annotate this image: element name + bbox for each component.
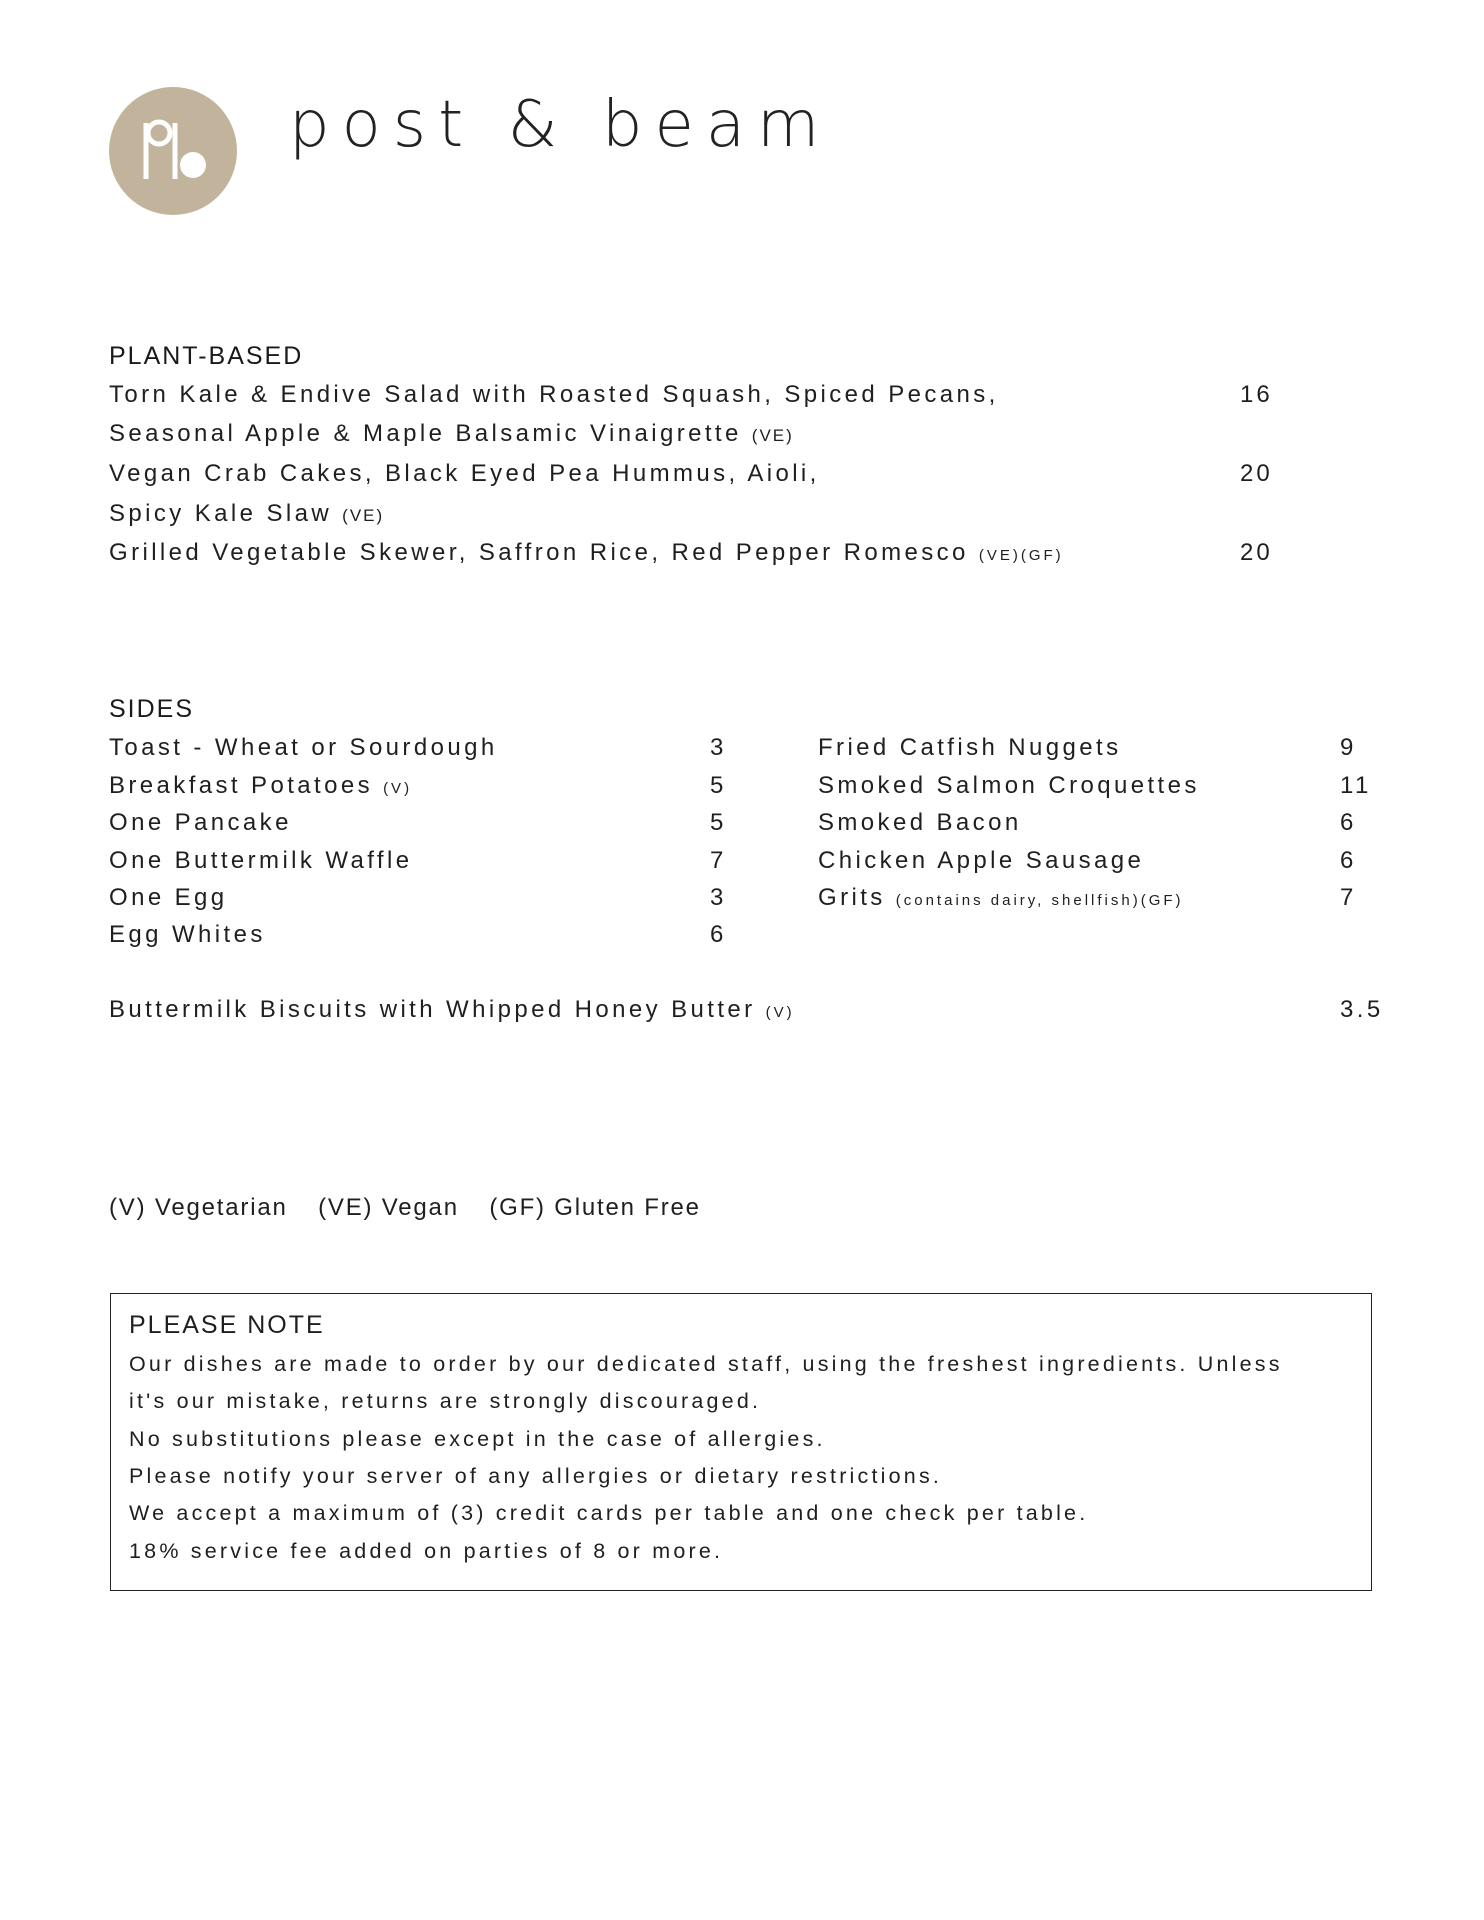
section-title-sides: SIDES xyxy=(109,695,195,723)
side-item-right-4-price: 6 xyxy=(1340,847,1357,874)
plant-item-3-line-1: Grilled Vegetable Skewer, Saffron Rice, Red Pepper Romesco (VE)(GF) xyxy=(109,539,1064,566)
side-item-right-2-price: 11 xyxy=(1340,772,1372,799)
plant-item-2-line-2: Spicy Kale Slaw (VE) xyxy=(109,500,385,527)
side-item-left-1-price: 3 xyxy=(710,734,727,761)
plant-item-3-price: 20 xyxy=(1240,539,1273,566)
legend-vegan: (VE) Vegan xyxy=(318,1194,459,1221)
vegetarian-tag: (V) xyxy=(383,780,413,797)
biscuits-price: 3.5 xyxy=(1340,996,1384,1023)
section-title-plant-based: PLANT-BASED xyxy=(109,342,304,370)
post-and-beam-logo-icon xyxy=(109,87,237,215)
note-line-2: it's our mistake, returns are strongly discouraged. xyxy=(129,1389,762,1413)
side-item-left-4: One Buttermilk Waffle xyxy=(109,847,413,874)
note-line-4: Please notify your server of any allergies or dietary restrictions. xyxy=(129,1464,943,1488)
vegan-gluten-free-tag: (VE)(GF) xyxy=(978,547,1064,564)
plant-item-2-price: 20 xyxy=(1240,460,1273,487)
side-item-left-3: One Pancake xyxy=(109,809,292,836)
brand-logo xyxy=(109,87,1109,217)
side-item-left-2: Breakfast Potatoes (V) xyxy=(109,772,413,799)
plant-item-1-line-1: Torn Kale & Endive Salad with Roasted Squash, Spiced Pecans, xyxy=(109,381,999,408)
plant-item-1-price: 16 xyxy=(1240,381,1273,408)
side-item-left-1: Toast - Wheat or Sourdough xyxy=(109,734,498,761)
vegan-tag: (VE) xyxy=(751,426,794,445)
side-item-left-6-price: 6 xyxy=(710,921,727,948)
side-item-right-3-price: 6 xyxy=(1340,809,1357,836)
side-item-right-3: Smoked Bacon xyxy=(818,809,1022,836)
note-title: PLEASE NOTE xyxy=(129,1311,325,1339)
note-line-3: No substitutions please except in the case of allergies. xyxy=(129,1427,826,1451)
side-item-right-4: Chicken Apple Sausage xyxy=(818,847,1145,874)
allergen-tag: (contains dairy, shellfish)(GF) xyxy=(895,892,1184,909)
plant-item-2-line-1: Vegan Crab Cakes, Black Eyed Pea Hummus, Aioli, xyxy=(109,460,820,487)
biscuits-item: Buttermilk Biscuits with Whipped Honey Butter (V) xyxy=(109,996,795,1023)
side-item-left-5: One Egg xyxy=(109,884,228,911)
vegetarian-tag: (V) xyxy=(765,1004,795,1021)
side-item-right-1-price: 9 xyxy=(1340,734,1357,761)
note-line-1: Our dishes are made to order by our dedicated staff, using the freshest ingredients. Unless xyxy=(129,1352,1283,1376)
vegan-tag: (VE) xyxy=(342,506,385,525)
side-item-left-6: Egg Whites xyxy=(109,921,266,948)
side-item-right-2: Smoked Salmon Croquettes xyxy=(818,772,1200,799)
note-line-5: We accept a maximum of (3) credit cards per table and one check per table. xyxy=(129,1501,1089,1525)
side-item-left-5-price: 3 xyxy=(710,884,727,911)
legend-gluten-free: (GF) Gluten Free xyxy=(489,1194,701,1221)
side-item-right-5-price: 7 xyxy=(1340,884,1357,911)
side-item-right-5: Grits (contains dairy, shellfish)(GF) xyxy=(818,884,1184,911)
brand-name: post & beam xyxy=(289,88,832,162)
plant-item-1-line-2: Seasonal Apple & Maple Balsamic Vinaigrette (VE) xyxy=(109,420,794,447)
side-item-right-1: Fried Catfish Nuggets xyxy=(818,734,1122,761)
side-item-left-3-price: 5 xyxy=(710,809,727,836)
note-line-6: 18% service fee added on parties of 8 or more. xyxy=(129,1539,724,1563)
dietary-legend xyxy=(109,1196,723,1220)
please-note-box xyxy=(110,1293,1372,1591)
side-item-left-2-price: 5 xyxy=(710,772,727,799)
legend-vegetarian: (V) Vegetarian xyxy=(109,1194,288,1221)
side-item-left-4-price: 7 xyxy=(710,847,727,874)
